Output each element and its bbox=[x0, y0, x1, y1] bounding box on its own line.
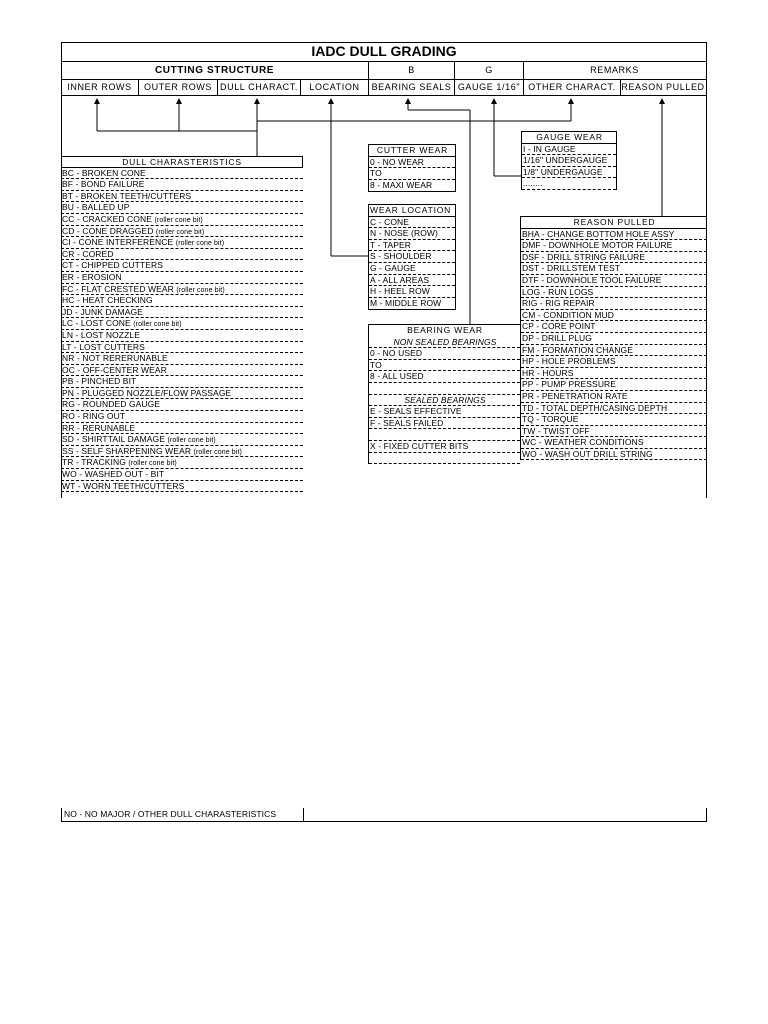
list-item: WC - WEATHER CONDITIONS bbox=[521, 437, 707, 449]
col-outer-rows: OUTER ROWS bbox=[139, 80, 218, 95]
footer-row bbox=[61, 808, 707, 822]
group-b: B bbox=[369, 62, 455, 79]
list-item bbox=[61, 481, 303, 493]
list-item bbox=[61, 168, 303, 180]
list-item: DMF - DOWNHOLE MOTOR FAILURE bbox=[521, 240, 707, 252]
item-label: FC - FLAT CRESTED WEAR bbox=[62, 283, 177, 294]
list-item bbox=[61, 318, 303, 330]
sealed-label: SEALED BEARINGS bbox=[369, 395, 520, 407]
reason-pulled-header: REASON PULLED bbox=[521, 217, 707, 229]
list-item: DTF - DOWNHOLE TOOL FAILURE bbox=[521, 275, 707, 287]
list-item: PR - PENETRATION RATE bbox=[521, 391, 707, 403]
item-label: TR - TRACKING bbox=[62, 457, 129, 468]
item-label: LC - LOST CONE bbox=[62, 318, 134, 329]
item-label: JD - JUNK DAMAGE bbox=[62, 306, 143, 317]
page-title: IADC DULL GRADING bbox=[61, 42, 707, 62]
item-label: LT - LOST CUTTERS bbox=[62, 341, 145, 352]
list-item bbox=[61, 434, 303, 446]
list-item: TO bbox=[369, 168, 455, 180]
list-item bbox=[61, 330, 303, 342]
list-item: DSF - DRILL STRING FAILURE bbox=[521, 252, 707, 264]
wear-location-header: WEAR LOCATION bbox=[369, 205, 455, 217]
list-item bbox=[61, 226, 303, 238]
list-item: A - ALL AREAS bbox=[369, 275, 455, 287]
blank-row bbox=[369, 383, 520, 395]
item-note: (roller cone bit) bbox=[167, 437, 216, 445]
col-dull-charact: DULL CHARACT. bbox=[218, 80, 301, 95]
list-item bbox=[61, 388, 303, 400]
list-item: S - SHOULDER bbox=[369, 251, 455, 263]
item-label: SD - SHIRTTAIL DAMAGE bbox=[62, 434, 168, 445]
list-item bbox=[61, 411, 303, 423]
list-item: DP - DRILL PLUG bbox=[521, 333, 707, 345]
item-label: WT - WORN TEETH/CUTTERS bbox=[62, 480, 185, 491]
list-item: HP - HOLE PROBLEMS bbox=[521, 356, 707, 368]
item-label: RO - RING OUT bbox=[62, 411, 126, 422]
group-g: G bbox=[455, 62, 524, 79]
list-item: CP - CORE POINT bbox=[521, 321, 707, 333]
list-item bbox=[61, 249, 303, 261]
list-item: FM - FORMATION CHANGE bbox=[521, 345, 707, 357]
item-label: CR - CORED bbox=[62, 248, 114, 259]
list-item: LOG - RUN LOGS bbox=[521, 287, 707, 299]
item-label: PN - PLUGGED NOZZLE/FLOW PASSAGE bbox=[62, 387, 232, 398]
list-item bbox=[61, 457, 303, 469]
item-label: BF - BOND FAILURE bbox=[62, 179, 145, 190]
list-item: I - IN GAUGE bbox=[522, 144, 616, 156]
list-item: T - TAPER bbox=[369, 240, 455, 252]
list-item: 8 - ALL USED bbox=[369, 371, 520, 383]
list-item bbox=[61, 307, 303, 319]
item-label: CC - CRACKED CONE bbox=[62, 213, 155, 224]
list-item bbox=[61, 202, 303, 214]
list-item: TD - TOTAL DEPTH/CASING DEPTH bbox=[521, 403, 707, 415]
list-item: WO - WASH OUT DRILL STRING bbox=[521, 449, 707, 461]
list-item: ........ bbox=[522, 178, 616, 190]
group-cutting-structure: CUTTING STRUCTURE bbox=[61, 62, 369, 79]
col-reason-pulled: REASON PULLED bbox=[621, 82, 705, 92]
cutter-wear-header: CUTTER WEAR bbox=[369, 145, 455, 157]
blank-row bbox=[369, 429, 520, 441]
list-item: 0 - NO USED bbox=[369, 348, 520, 360]
item-note: (roller cone bit) bbox=[155, 228, 205, 236]
item-label: BU - BALLED UP bbox=[62, 202, 130, 213]
item-note: (roller cone bit) bbox=[175, 240, 225, 248]
list-item: 0 - NO WEAR bbox=[369, 157, 455, 169]
list-item: N - NOSE (ROW) bbox=[369, 228, 455, 240]
list-item bbox=[61, 446, 303, 458]
bearing-wear-header: BEARING WEAR bbox=[407, 325, 483, 335]
list-item bbox=[61, 179, 303, 191]
item-label: OC - OFF-CENTER WEAR bbox=[62, 364, 167, 375]
item-note: (roller cone bit) bbox=[133, 321, 182, 329]
item-label: SS - SELF SHARPENING WEAR bbox=[62, 445, 194, 456]
list-item: DST - DRILLSTEM TEST bbox=[521, 263, 707, 275]
item-label: BT - BROKEN TEETH/CUTTERS bbox=[62, 190, 192, 201]
col-gauge: GAUGE 1/16" bbox=[455, 80, 524, 95]
list-item bbox=[61, 399, 303, 411]
item-note: (roller cone bit) bbox=[193, 448, 242, 456]
item-label: PB - PINCHED BIT bbox=[62, 376, 137, 387]
list-item bbox=[61, 191, 303, 203]
group-remarks: REMARKS bbox=[590, 65, 639, 75]
list-item: RIG - RIG REPAIR bbox=[521, 298, 707, 310]
list-item bbox=[61, 237, 303, 249]
item-label: CD - CONE DRAGGED bbox=[62, 225, 156, 236]
list-item: X - FIXED CUTTER BITS bbox=[369, 441, 520, 453]
list-item: TW - TWIST OFF bbox=[521, 426, 707, 438]
col-bearing-seals: BEARING SEALS bbox=[369, 80, 455, 95]
list-item: TO bbox=[369, 360, 520, 372]
dull-characteristics-list bbox=[61, 156, 303, 492]
footer-text: NO - NO MAJOR / OTHER DULL CHARASTERISTICS bbox=[64, 809, 277, 819]
list-item bbox=[61, 284, 303, 296]
list-item: 8 - MAXI WEAR bbox=[370, 179, 433, 190]
list-item bbox=[61, 214, 303, 226]
item-note: (roller cone bit) bbox=[176, 286, 225, 294]
dull-characteristics-header: DULL CHARASTERISTICS bbox=[61, 156, 303, 168]
item-label: RR - RERUNABLE bbox=[62, 422, 136, 433]
list-item: G - GAUGE bbox=[369, 263, 455, 275]
cutter-wear-box bbox=[368, 144, 456, 192]
list-item bbox=[61, 353, 303, 365]
item-label: CI - CONE INTERFERENCE bbox=[62, 237, 176, 248]
list-item: C - CONE bbox=[369, 217, 455, 229]
reason-pulled-list bbox=[520, 216, 707, 460]
list-item bbox=[61, 295, 303, 307]
list-item bbox=[61, 342, 303, 354]
non-sealed-label: NON SEALED BEARINGS bbox=[369, 337, 520, 349]
list-item: F - SEALS FAILED bbox=[369, 418, 520, 430]
list-item: TQ - TORQUE bbox=[521, 414, 707, 426]
list-item: CM - CONDITION MUD bbox=[521, 310, 707, 322]
list-item bbox=[61, 272, 303, 284]
list-item: 1/8" UNDERGAUGE bbox=[522, 167, 616, 179]
gauge-wear-header: GAUGE WEAR bbox=[522, 132, 616, 144]
list-item: HR - HOURS bbox=[521, 368, 707, 380]
item-label: ER - EROSION bbox=[62, 271, 122, 282]
list-item bbox=[61, 469, 303, 481]
list-item bbox=[61, 376, 303, 388]
list-item bbox=[61, 260, 303, 272]
list-item: PP - PUMP PRESSURE bbox=[521, 379, 707, 391]
col-location: LOCATION bbox=[301, 80, 369, 95]
item-note: (roller cone bit) bbox=[128, 460, 177, 468]
list-item: 1/16" UNDERGAUGE bbox=[522, 155, 616, 167]
wear-location-box bbox=[368, 204, 456, 310]
blank-row bbox=[369, 453, 520, 465]
col-other-charact: OTHER CHARACT. bbox=[524, 80, 621, 95]
col-inner-rows: INNER ROWS bbox=[61, 80, 139, 95]
item-label: HC - HEAT CHECKING bbox=[62, 295, 153, 306]
item-label: NR - NOT RERERUNABLE bbox=[62, 353, 168, 364]
item-label: CT - CHIPPED CUTTERS bbox=[62, 260, 164, 271]
list-item: M - MIDDLE ROW bbox=[370, 297, 442, 308]
bearing-wear-box bbox=[368, 324, 520, 464]
list-item: BHA - CHANGE BOTTOM HOLE ASSY bbox=[521, 229, 707, 241]
item-label: BC - BROKEN CONE bbox=[62, 167, 146, 178]
list-item: H - HEEL ROW bbox=[369, 286, 455, 298]
item-label: LN - LOST NOZZLE bbox=[62, 329, 140, 340]
list-item: E - SEALS EFFECTIVE bbox=[369, 406, 520, 418]
item-note: (roller cone bit) bbox=[154, 216, 203, 224]
list-item bbox=[61, 365, 303, 377]
list-item bbox=[61, 423, 303, 435]
item-label: WO - WASHED OUT - BIT bbox=[62, 469, 165, 480]
item-label: RG - ROUNDED GAUGE bbox=[62, 399, 161, 410]
gauge-wear-box bbox=[521, 131, 617, 190]
footer-divider bbox=[303, 808, 304, 821]
